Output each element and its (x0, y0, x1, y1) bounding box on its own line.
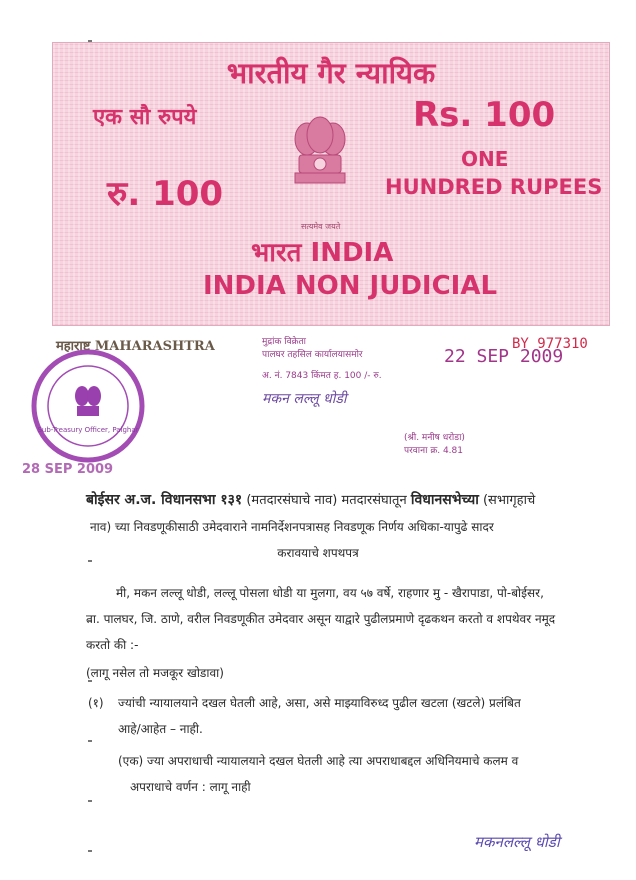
vendor-line2: पालघर तहसिल कार्यालयासमोर (262, 350, 363, 360)
house-note: (सभागृहाचे (482, 493, 536, 508)
affidavit-line1: मी, मकन लल्लू धोडी, लल्लू पोसला धोडी या मुलगा, वय ५७ वर्षे, राहणार मु - खैरापाडा, पो-बोईसर, (116, 586, 544, 600)
seal-text: Sub-Treasury Officer, Palghar (37, 426, 139, 434)
state-label: महाराष्ट्र MAHARASHTRA (56, 339, 215, 354)
national-emblem-icon (287, 109, 353, 221)
signature: मकनलल्लू धोडी (474, 833, 560, 851)
heading-line3: करावयाचे शपथपत्र (277, 546, 359, 560)
stamp-country: भारत INDIA (251, 238, 394, 268)
constituency-note: (मतदारसंघाचे नाव) मतदारसंघातून (246, 493, 407, 508)
vendor-name: (श्री. मनीष धरोडा) (404, 433, 465, 443)
affidavit-line3: करतो की :- (86, 638, 139, 652)
vendor-license: परवाना क्र. 4.81 (404, 446, 463, 456)
stamp-motto: सत्यमेव जयते (301, 222, 341, 231)
stamp-amount-english: Rs. 100 (413, 95, 556, 135)
stamp-amount-hindi-words: एक सौ रुपये (93, 105, 197, 130)
constituency-name: बोईसर अ.ज. विधानसभा १३१ (86, 492, 243, 508)
instruction-note: (लागू नसेल तो मजकूर खोडावा) (86, 666, 224, 680)
treasury-seal-icon (30, 348, 146, 464)
vendor-sign (404, 432, 465, 458)
heading-line2: नाव) च्या निवडणूकीसाठी उमेदवाराने नामनिर्देशनपत्रासह निवडणूक निर्णय अधिका-यापुढे सादर (90, 520, 494, 534)
subitem-line2: अपराधाचे वर्णन : लागू नाही (130, 780, 251, 794)
stamp-date: 22 SEP 2009 (444, 346, 564, 367)
house-name: विधानसभेच्या (410, 492, 479, 508)
vendor-line3: अ. नं. 7843 किंमत ह. 100 /- रु. (262, 371, 382, 381)
affidavit-line2: ता. पालघर, जि. ठाणे, वरील निवडणूकीत उमेदवार असून याद्वारे पुढीलप्रमाणे दृढकथन करतो व शपथेवर नमूद (86, 612, 556, 626)
vendor-line1: मुद्रांक विक्रेता (262, 337, 306, 347)
subitem-line1: (एक) ज्या अपराधाची न्यायालयाने दखल घेतली आहे त्या अपराधाबद्दल अधिनियमाचे कलम व (118, 754, 519, 768)
stamp-type: INDIA NON JUDICIAL (203, 271, 498, 301)
stamp-paper (52, 42, 610, 326)
seal-date: 28 SEP 2009 (22, 462, 114, 477)
item-marker: (१) (88, 696, 104, 710)
item1-line1: ज्यांची न्यायालयाने दखल घेतली आहे, असा, असे माझ्याविरुध्द पुढील खटला (खटले) प्रलंबित (118, 696, 521, 710)
stamp-words-hundred: HUNDRED RUPEES (385, 175, 603, 199)
stamp-words-one: ONE (461, 147, 509, 171)
stamp-title-hindi: भारतीय गैर न्यायिक (226, 56, 436, 90)
vendor-stamp (262, 336, 382, 406)
stamp-amount-hindi: रु. 100 (107, 174, 224, 214)
item1-line2: आहे/आहेत – नाही. (118, 722, 203, 736)
heading-line1 (86, 490, 535, 509)
serial-number: BY 977310 (512, 336, 588, 352)
vendor-purchaser: मकन लल्लू धोडी (262, 391, 347, 407)
